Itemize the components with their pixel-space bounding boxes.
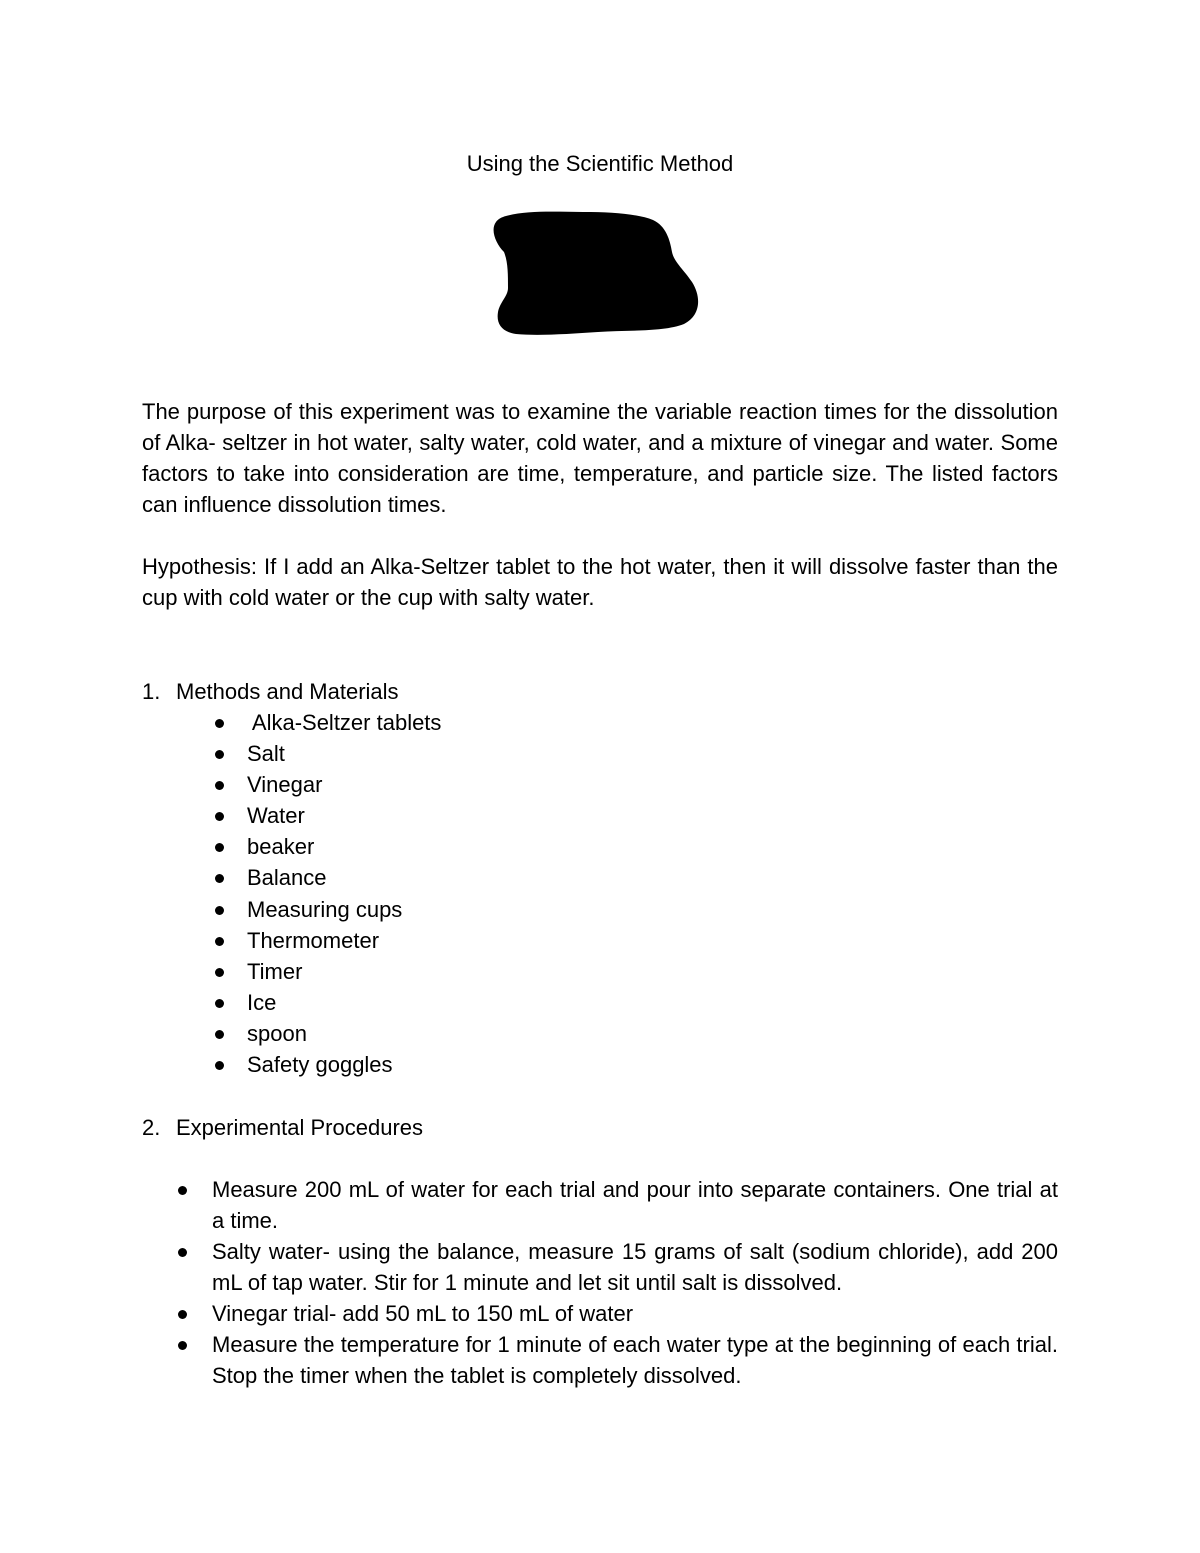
list-item (212, 738, 441, 769)
list-item-text: Salt (247, 741, 285, 767)
list-item (212, 1018, 441, 1049)
purpose-paragraph: The purpose of this experiment was to examine the variable reaction times for the dissolution of Alka- seltzer in hot water, salty water, cold water, and a mixture of vinegar and water. Some factors to take into consideration are time, temperature, and particle size. The listed factors can influence dissolution times. (142, 399, 1058, 517)
materials-list (212, 707, 441, 1080)
list-item-text: Water (247, 803, 305, 829)
list-item (176, 1329, 1058, 1391)
bullet-icon (178, 1186, 187, 1195)
list-item (212, 925, 441, 956)
bullet-icon (215, 906, 224, 915)
list-item-text: Safety goggles (247, 1052, 393, 1078)
list-item-text: Alka-Seltzer tablets (247, 710, 442, 735)
list-item (212, 769, 441, 800)
bullet-icon (215, 812, 224, 821)
list-item-text: Timer (247, 958, 303, 984)
list-item-text: Ice (247, 989, 277, 1015)
bullet-icon (215, 999, 224, 1008)
list-item-text: beaker (247, 834, 315, 860)
bullet-icon (215, 750, 224, 759)
bullet-icon (215, 843, 224, 852)
list-item-text: Measuring cups (247, 896, 403, 922)
list-item (212, 1049, 441, 1080)
list-item-text: Salty water- using the balance, measure 15 grams of salt (sodium chloride), add 200 mL of tap water. Stir for 1 minute and let sit until salt is dissolved. (212, 1239, 1058, 1295)
list-item (212, 800, 441, 831)
bullet-icon (178, 1248, 187, 1257)
list-item (212, 894, 441, 925)
list-item-text: Vinegar trial- add 50 mL to 150 mL of water (212, 1301, 634, 1326)
bullet-icon (215, 874, 224, 883)
list-item (212, 707, 441, 738)
section-title: Methods and Materials (176, 679, 399, 704)
bullet-icon (215, 719, 224, 728)
bullet-icon (178, 1310, 187, 1319)
list-item (212, 956, 441, 987)
list-item-text: Measure the temperature for 1 minute of each water type at the beginning of each trial. Stop the timer when the tablet is completely dissolved. (212, 1332, 1058, 1388)
bullet-icon (178, 1341, 187, 1350)
bullet-icon (215, 781, 224, 790)
procedures-list (176, 1174, 1058, 1391)
list-item-text: spoon (247, 1020, 307, 1046)
bullet-icon (215, 1061, 224, 1070)
section-title: Experimental Procedures (176, 1115, 424, 1140)
document-title: Using the Scientific Method (466, 151, 734, 176)
list-item-text: Measure 200 mL of water for each trial and pour into separate containers. One trial at a time. (212, 1177, 1058, 1233)
list-item (176, 1298, 1058, 1329)
section-heading-methods (142, 676, 399, 707)
hypothesis-paragraph: Hypothesis: If I add an Alka-Seltzer tablet to the hot water, then it will dissolve faster than the cup with cold water or the cup with salty water. (142, 554, 1058, 610)
list-item (176, 1236, 1058, 1298)
redaction-mark (488, 208, 702, 338)
list-item-text: Balance (247, 865, 327, 891)
list-item (212, 987, 441, 1018)
list-item (212, 862, 441, 893)
list-item (176, 1174, 1058, 1236)
bullet-icon (215, 968, 224, 977)
section-heading-procedures (142, 1112, 423, 1143)
section-number: 1. (142, 679, 161, 704)
list-item (212, 831, 441, 862)
redaction-blob-icon (488, 208, 702, 338)
list-item-text: Vinegar (247, 772, 323, 798)
list-item-text: Thermometer (247, 927, 380, 953)
section-number: 2. (142, 1115, 161, 1140)
bullet-icon (215, 1030, 224, 1039)
bullet-icon (215, 937, 224, 946)
